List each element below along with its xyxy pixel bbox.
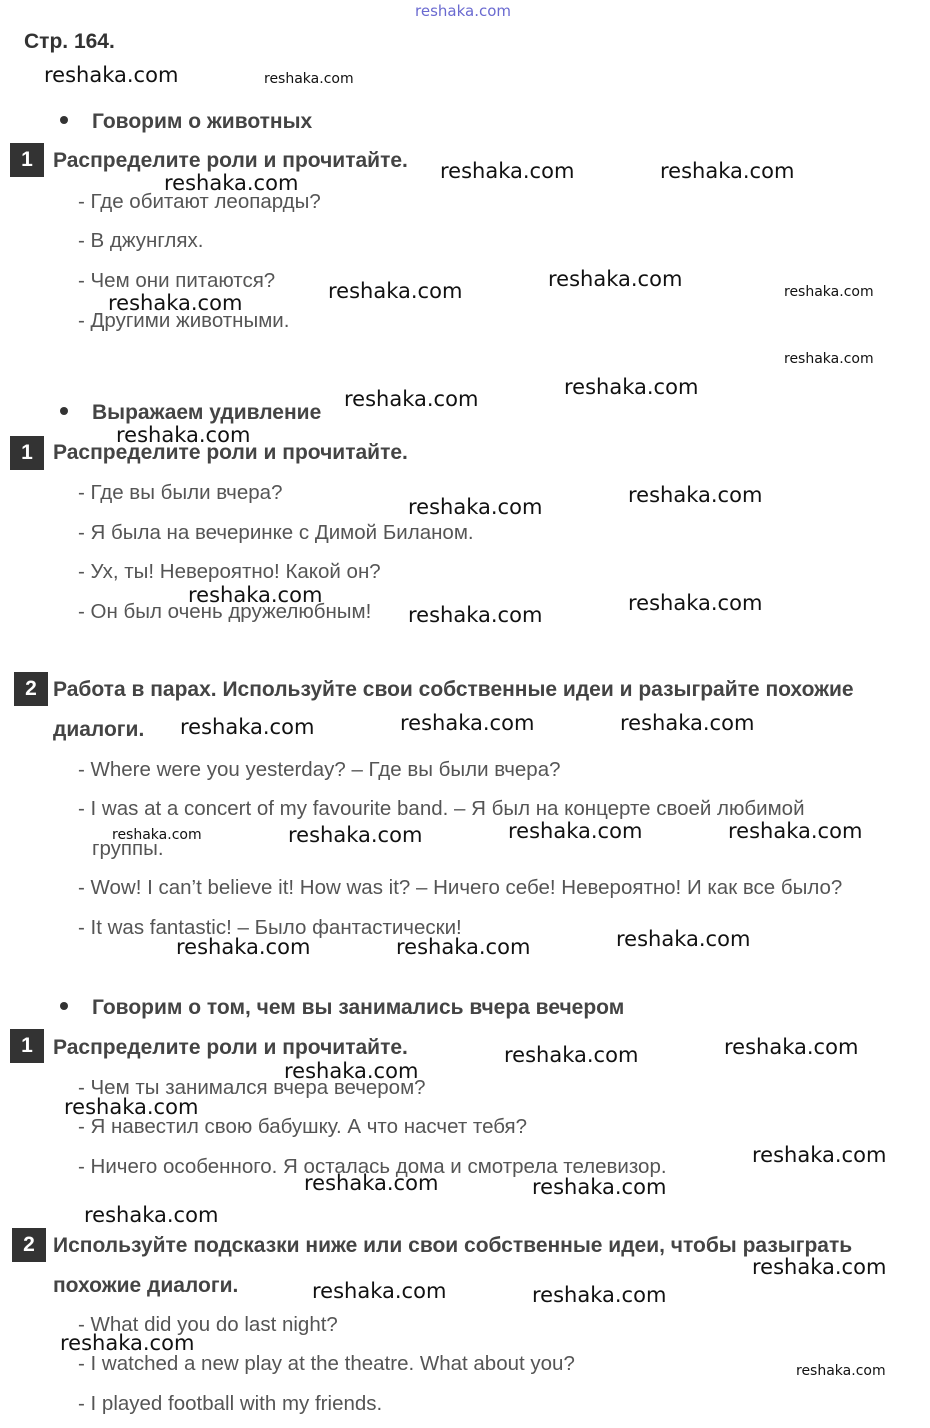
watermark: reshaka.com (548, 267, 683, 291)
watermark: reshaka.com (660, 159, 795, 183)
watermark: reshaka.com (396, 935, 531, 959)
watermark-logo: reshaka.com (415, 2, 511, 20)
watermark: reshaka.com (60, 1331, 195, 1355)
watermark: reshaka.com (504, 1043, 639, 1067)
watermark: reshaka.com (84, 1203, 219, 1227)
watermark: reshaka.com (616, 927, 751, 951)
dialog-line: - Где обитают леопарды? (78, 190, 321, 213)
watermark: reshaka.com (288, 823, 423, 847)
section-heading-surprise (60, 401, 321, 425)
watermark: reshaka.com (408, 603, 543, 627)
task-number-badge: 2 (14, 672, 48, 706)
watermark: reshaka.com (188, 583, 323, 607)
bullet-icon (60, 407, 68, 415)
watermark: reshaka.com (724, 1035, 859, 1059)
task-number-badge: 1 (10, 1029, 44, 1063)
dialog-line: - Чем ты занимался вчера вечером? (78, 1076, 426, 1099)
watermark: reshaka.com (64, 1095, 199, 1119)
dialog-line: - Чем они питаются? (78, 269, 276, 292)
watermark: reshaka.com (176, 935, 311, 959)
section-heading-text: Говорим о животных (92, 110, 313, 133)
bullet-icon (60, 116, 68, 124)
watermark: reshaka.com (400, 711, 535, 735)
section-heading-last-night (60, 996, 624, 1020)
watermark: reshaka.com (752, 1255, 887, 1279)
page-number: Стр. 164. (24, 30, 115, 53)
dialog-line: - Я навестил свою бабушку. А что насчет тебя? (78, 1115, 528, 1138)
section-heading-text: Выражаем удивление (92, 401, 322, 424)
watermark: reshaka.com (44, 63, 179, 87)
task-instruction-continued: похожие диалоги. (53, 1274, 239, 1297)
watermark: reshaka.com (312, 1279, 447, 1303)
watermark: reshaka.com (304, 1171, 439, 1195)
task-instruction: Распределите роли и прочитайте. (53, 1036, 408, 1059)
section-heading-text: Говорим о том, чем вы занимались вчера вечером (92, 996, 625, 1019)
watermark: reshaka.com (564, 375, 699, 399)
watermark: reshaka.com (728, 819, 863, 843)
dialog-line: - What did you do last night? (78, 1313, 338, 1336)
bullet-icon (60, 1002, 68, 1010)
dialog-line: - I played football with my friends. (78, 1392, 383, 1415)
section-heading-animals (60, 110, 312, 134)
watermark: reshaka.com (784, 284, 874, 300)
watermark: reshaka.com (796, 1363, 886, 1379)
task-number-badge: 1 (10, 143, 44, 177)
watermark: reshaka.com (116, 423, 251, 447)
dialog-line: - Я была на вечеринке с Димой Биланом. (78, 521, 474, 544)
task-instruction: Работа в парах. Используйте свои собственные идеи и разыграйте похожие (53, 678, 854, 701)
watermark: reshaka.com (164, 171, 299, 195)
watermark: reshaka.com (180, 715, 315, 739)
watermark: reshaka.com (108, 291, 243, 315)
watermark: reshaka.com (508, 819, 643, 843)
task-number-badge: 2 (12, 1228, 46, 1262)
watermark: reshaka.com (628, 591, 763, 615)
dialog-line: - I watched a new play at the theatre. What about you? (78, 1352, 575, 1375)
watermark: reshaka.com (328, 279, 463, 303)
watermark: reshaka.com (532, 1175, 667, 1199)
watermark: reshaka.com (264, 71, 354, 87)
dialog-line: - Wow! I can’t believe it! How was it? – Ничего себе! Невероятно! И как все было? (78, 876, 843, 899)
watermark: reshaka.com (532, 1283, 667, 1307)
task-instruction: Распределите роли и прочитайте. (53, 149, 408, 172)
watermark: reshaka.com (284, 1059, 419, 1083)
dialog-line: группы. (92, 837, 164, 860)
dialog-line: - Where were you yesterday? – Где вы были вчера? (78, 758, 561, 781)
watermark: reshaka.com (752, 1143, 887, 1167)
watermark: reshaka.com (784, 351, 874, 367)
dialog-line: - It was fantastic! – Было фантастически! (78, 916, 462, 939)
dialog-line: - В джунглях. (78, 229, 204, 252)
watermark: reshaka.com (440, 159, 575, 183)
dialog-line: - Другими животными. (78, 309, 290, 332)
watermark: reshaka.com (112, 827, 202, 843)
task-instruction: Используйте подсказки ниже или свои собственные идеи, чтобы разыграть (53, 1234, 853, 1257)
dialog-line: - I was at a concert of my favourite band. – Я был на концерте своей любимой (78, 797, 805, 820)
watermark: reshaka.com (620, 711, 755, 735)
task-instruction: Распределите роли и прочитайте. (53, 441, 408, 464)
watermark: reshaka.com (408, 495, 543, 519)
task-instruction-continued: диалоги. (53, 718, 145, 741)
dialog-line: - Ничего особенного. Я осталась дома и смотрела телевизор. (78, 1155, 667, 1178)
dialog-line: - Где вы были вчера? (78, 481, 283, 504)
watermark: reshaka.com (344, 387, 479, 411)
watermark: reshaka.com (628, 483, 763, 507)
dialog-line: - Он был очень дружелюбным! (78, 600, 372, 623)
task-number-badge: 1 (10, 436, 44, 470)
dialog-line: - Ух, ты! Невероятно! Какой он? (78, 560, 381, 583)
